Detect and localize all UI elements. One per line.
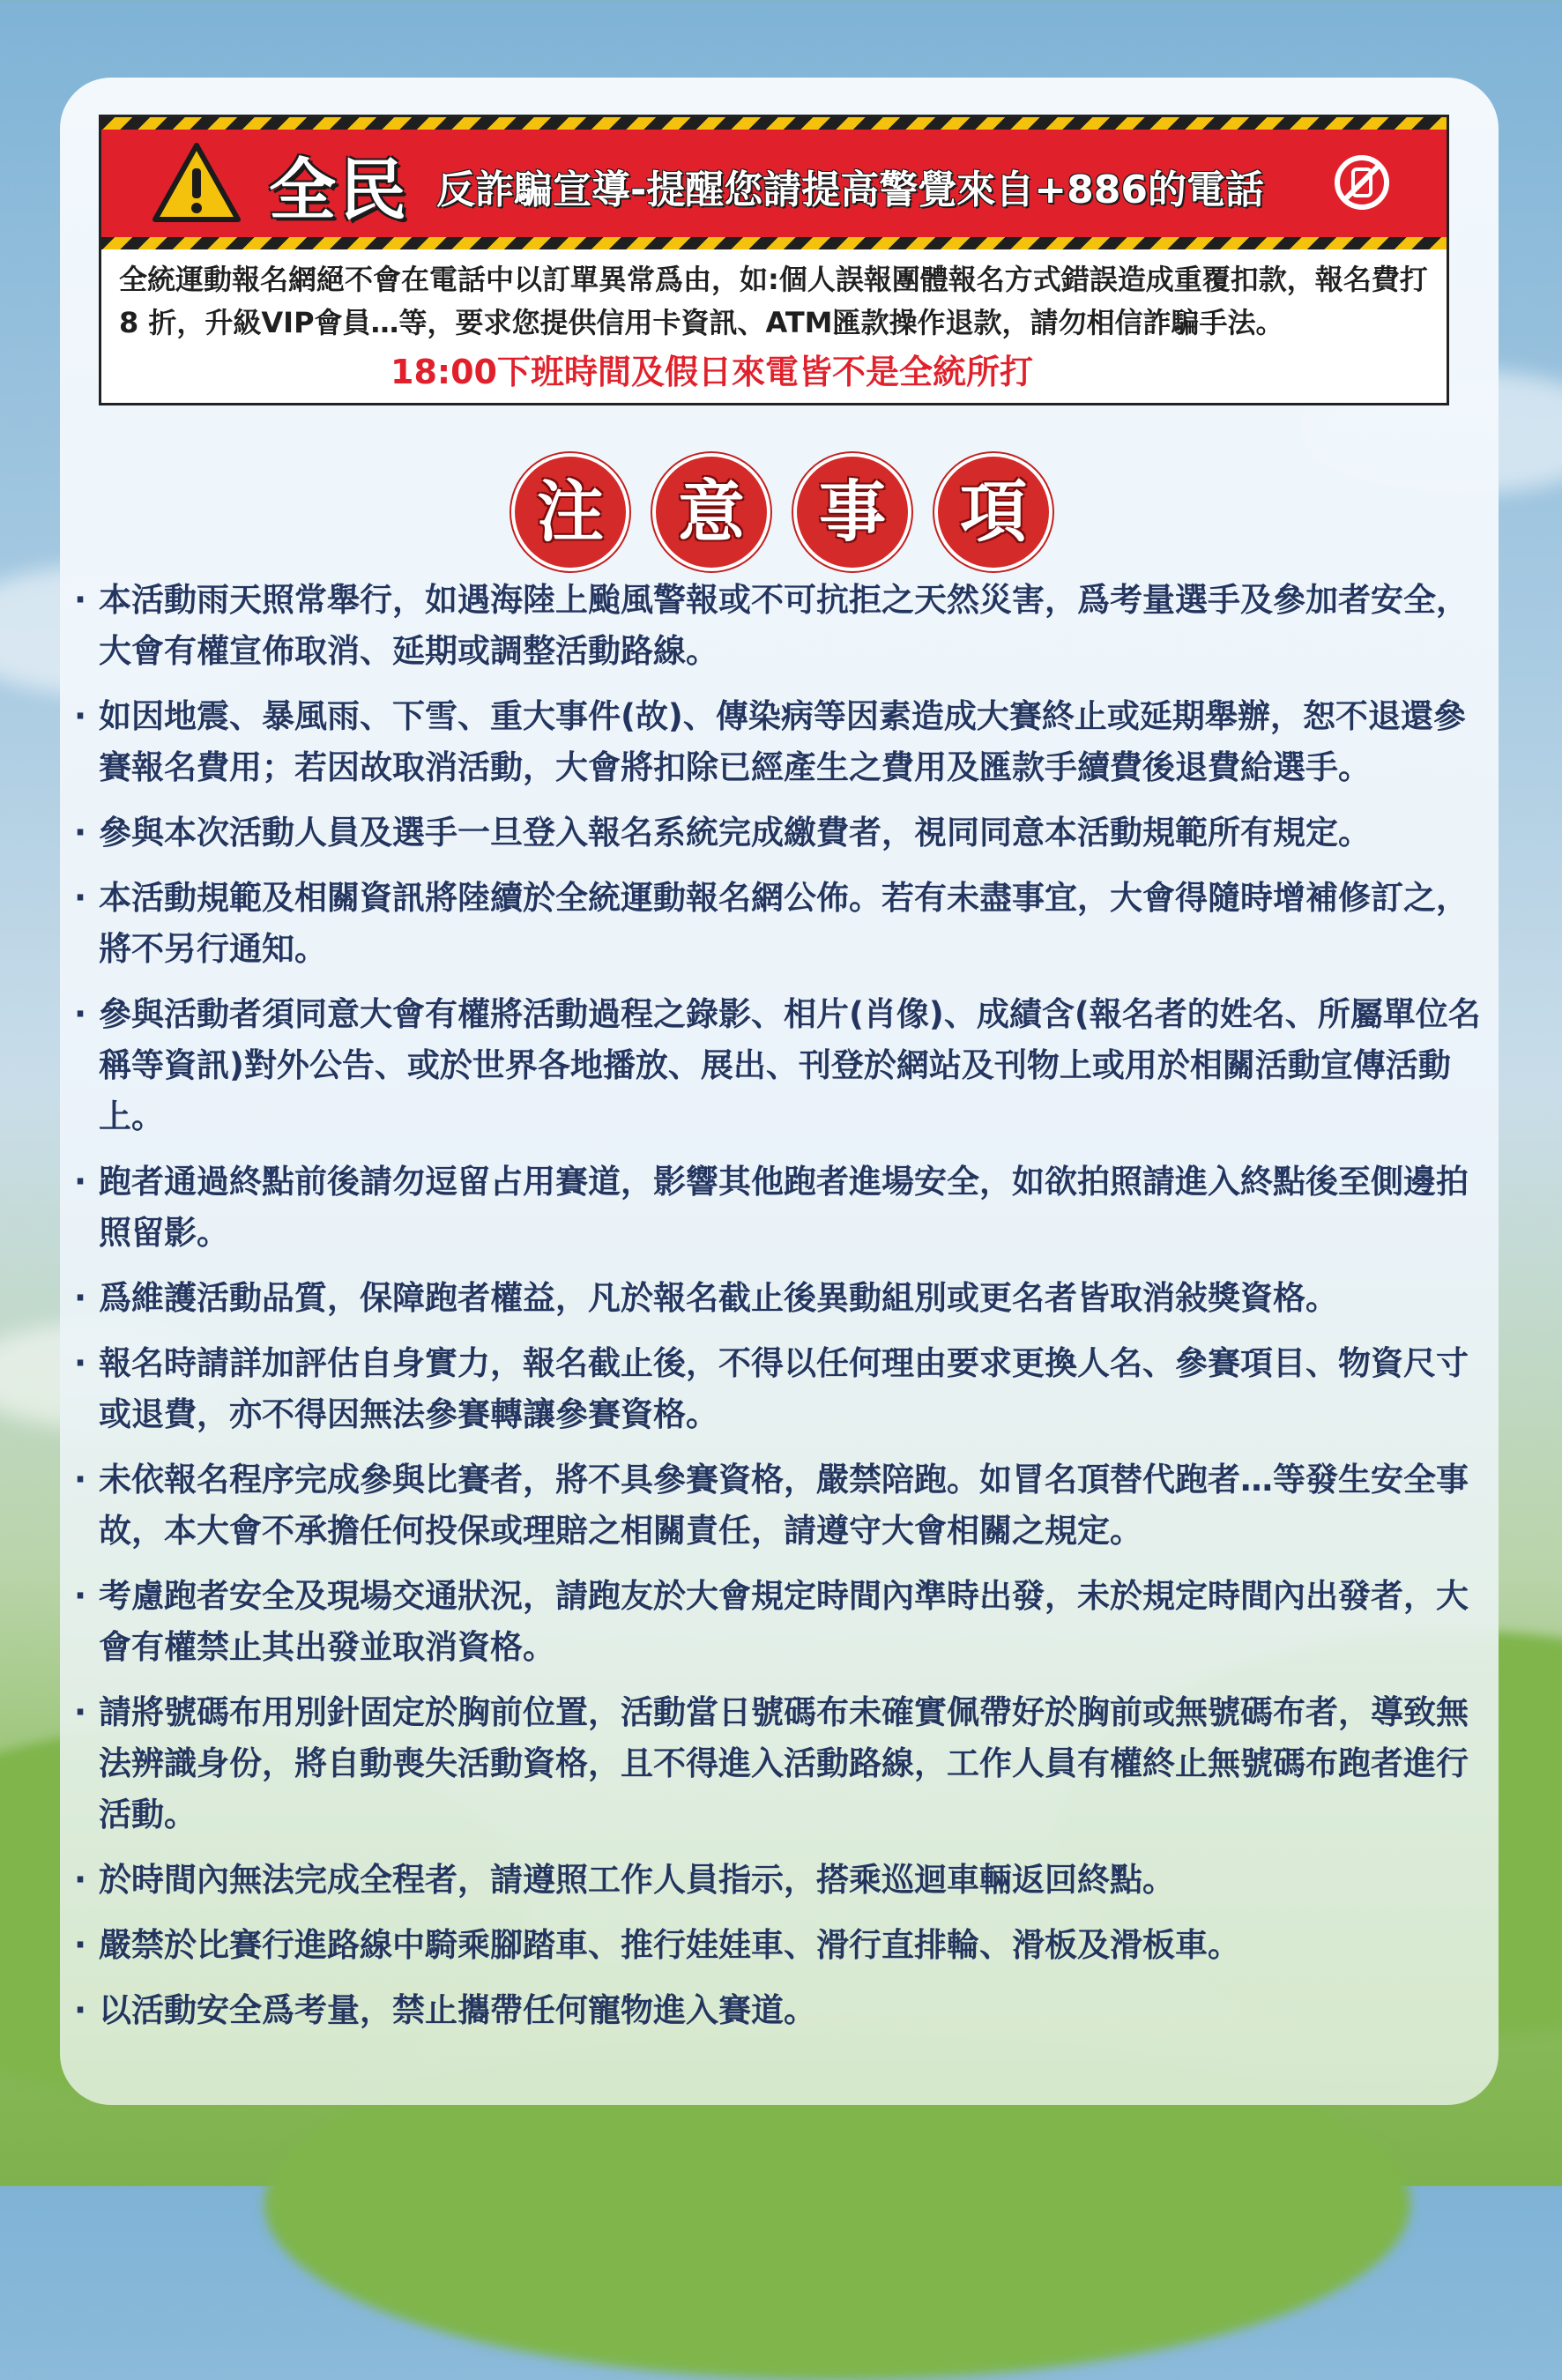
section-title — [515, 457, 1049, 571]
note-item — [74, 873, 1484, 975]
note-item — [74, 1855, 1484, 1906]
title-char-circle — [938, 457, 1049, 568]
bullet-dot: · — [74, 1577, 87, 1615]
note-text: 如因地震、暴風雨、下雪、重大事件(故)、傳染病等因素造成大賽終止或延期舉辦，恕不退還參賽報名費用；若因故取消活動，大會將扣除已經產生之費用及匯款手續費後退費給選手。 — [99, 697, 1466, 786]
title-char: 注 — [537, 472, 604, 551]
note-item — [74, 691, 1484, 793]
title-char-circle — [515, 457, 626, 568]
bullet-dot: · — [74, 879, 87, 917]
bullet-dot: · — [74, 581, 87, 619]
note-item — [74, 989, 1484, 1142]
bullet-dot: · — [74, 995, 87, 1033]
notes-list — [74, 575, 1484, 2050]
note-item — [74, 1273, 1484, 1324]
bullet-dot: · — [74, 697, 87, 735]
title-char-circle — [797, 457, 908, 568]
note-text: 本活動雨天照常舉行，如遇海陸上颱風警報或不可抗拒之天然災害，爲考量選手及參加者安全，大會有權宣佈取消、延期或調整活動路線。 — [99, 581, 1469, 670]
banner-body-text: 全統運動報名網絕不會在電話中以訂單異常爲由，如:個人誤報團體報名方式錯誤造成重覆扣款，報名費打 8 折，升級VIP會員…等，要求您提供信用卡資訊、ATM匯款操作退款，請勿相信詐騙手法。 — [119, 263, 1428, 339]
title-char: 意 — [678, 472, 745, 551]
bullet-dot: · — [74, 814, 87, 852]
note-item — [74, 575, 1484, 677]
note-item — [74, 1454, 1484, 1557]
banner-label: 全民 — [269, 151, 410, 229]
note-item — [74, 1157, 1484, 1259]
anti-fraud-banner — [99, 115, 1449, 405]
note-item — [74, 807, 1484, 859]
bullet-dot: · — [74, 1461, 87, 1499]
no-phone-icon — [1334, 154, 1390, 211]
note-text: 未依報名程序完成參與比賽者，將不具參賽資格，嚴禁陪跑。如冒名頂替代跑者…等發生安全事故，本大會不承擔任何投保或理賠之相關責任，請遵守大會相關之規定。 — [99, 1461, 1469, 1550]
bullet-dot: · — [74, 1163, 87, 1201]
note-item — [74, 1920, 1484, 1971]
banner-header — [101, 117, 1447, 249]
banner-red-note: 18:00下班時間及假日來電皆不是全統所打 — [390, 353, 1033, 391]
title-char: 事 — [819, 472, 886, 551]
note-text: 於時間內無法完成全程者，請遵照工作人員指示，搭乘巡迴車輛返回終點。 — [99, 1861, 1175, 1899]
bullet-dot: · — [74, 1861, 87, 1899]
note-item — [74, 1338, 1484, 1440]
note-text: 考慮跑者安全及現場交通狀況，請跑友於大會規定時間內準時出發，未於規定時間內出發者，大會有權禁止其出發並取消資格。 — [99, 1577, 1469, 1666]
title-char: 項 — [960, 472, 1027, 551]
bullet-dot: · — [74, 1279, 87, 1317]
caution-tape — [101, 237, 1447, 249]
note-text: 報名時請詳加評估自身實力，報名截止後，不得以任何理由要求更換人名、參賽項目、物資尺寸或退費，亦不得因無法參賽轉讓參賽資格。 — [99, 1344, 1469, 1433]
note-text: 參與活動者須同意大會有權將活動過程之錄影、相片(肖像)、成績含(報名者的姓名、所屬單位名稱等資訊)對外公告、或於世界各地播放、展出、刊登於網站及刊物上或用於相關活動宣傳活動上。 — [99, 995, 1481, 1135]
bullet-dot: · — [74, 1991, 87, 2029]
note-item — [74, 1985, 1484, 2036]
note-text: 嚴禁於比賽行進路線中騎乘腳踏車、推行娃娃車、滑行直排輪、滑板及滑板車。 — [99, 1926, 1240, 1964]
note-item — [74, 1687, 1484, 1841]
note-text: 以活動安全爲考量，禁止攜帶任何寵物進入賽道。 — [99, 1991, 816, 2029]
note-text: 請將號碼布用別針固定於胸前位置，活動當日號碼布未確實佩帶好於胸前或無號碼布者，導致無法辨識身份，將自動喪失活動資格，且不得進入活動路線，工作人員有權終止無號碼布跑者進行活動。 — [99, 1693, 1469, 1833]
note-text: 本活動規範及相關資訊將陸續於全統運動報名網公佈。若有未盡事宜，大會得隨時增補修訂之，將不另行通知。 — [99, 879, 1469, 968]
bullet-dot: · — [74, 1344, 87, 1382]
bullet-dot: · — [74, 1926, 87, 1964]
note-text: 爲維護活動品質，保障跑者權益，凡於報名截止後異動組別或更名者皆取消敍獎資格。 — [99, 1279, 1338, 1317]
caution-tape — [101, 117, 1447, 130]
note-text: 參與本次活動人員及選手一旦登入報名系統完成繳費者，視同同意本活動規範所有規定。 — [99, 814, 1371, 852]
bullet-dot: · — [74, 1693, 87, 1731]
note-item — [74, 1571, 1484, 1673]
title-char-circle — [656, 457, 767, 568]
note-text: 跑者通過終點前後請勿逗留占用賽道，影響其他跑者進場安全，如欲拍照請進入終點後至側邊拍照留影。 — [99, 1163, 1469, 1252]
warning-icon — [152, 142, 241, 223]
banner-headline: 反詐騙宣導-提醒您請提高警覺來自+886的電話 — [436, 167, 1264, 212]
